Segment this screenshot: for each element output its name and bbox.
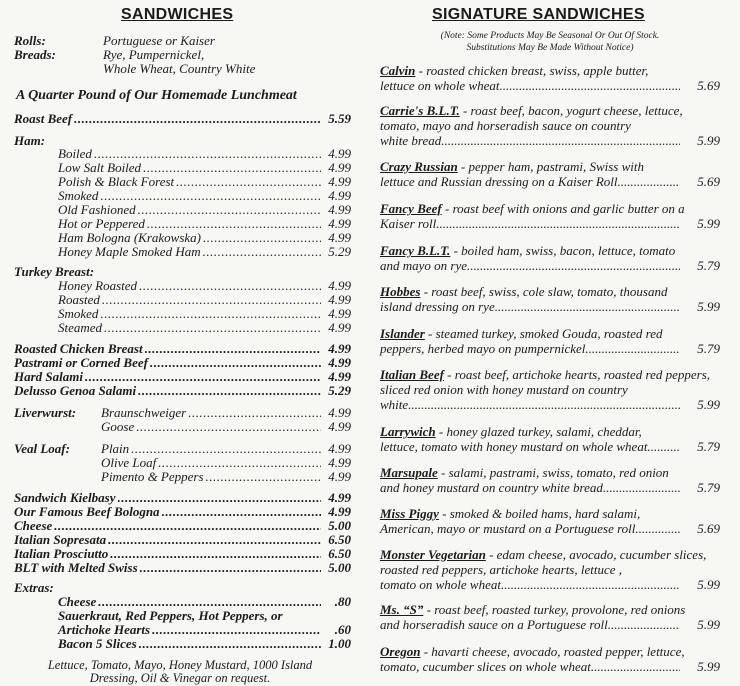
signature-item-crazy-russian: Crazy Russian - pepper ham, pastrami, Swiss with lettuce and Russian dressing on a Kaiser Roll ..... 5.69	[380, 159, 720, 189]
menu-item-turkey: Roasted ..... 4.99	[58, 292, 351, 308]
menu-item-turkey: Smoked ..... 4.99	[58, 306, 351, 322]
menu-item-meat: Roasted Chicken Breast ..... 4.99	[14, 341, 351, 357]
menu-item-liverwurst: Braunschweiger ..... 4.99	[101, 405, 351, 421]
menu-item-ham: Honey Maple Smoked Ham ..... 5.29	[58, 244, 351, 260]
menu-item-ham: Polish & Black Forest ..... 4.99	[58, 174, 351, 190]
signature-item-oregon: Oregon - havarti cheese, avocado, roasted pepper, lettuce, tomato, cucumber slices on whole wheat ..... 5.99	[380, 644, 720, 674]
menu-item-meat: Pastrami or Corned Beef ..... 4.99	[14, 355, 351, 371]
signature-item-miss-piggy: Miss Piggy - smoked & boiled hams, hard salami, American, mayo or mustard on a Portuguese roll ..... 5.69	[380, 506, 720, 536]
menu-item-other: Italian Prosciutto ..... 6.50	[14, 546, 351, 562]
lunchmeat-subtitle: A Quarter Pound of Our Homemade Lunchmeat	[16, 88, 297, 103]
menu-item-meat: Hard Salami ..... 4.99	[14, 369, 351, 385]
extras-label: Extras:	[14, 580, 54, 595]
extra-sauerkraut-line-1: Sauerkraut, Red Peppers, Hot Peppers, or	[58, 608, 283, 623]
rolls-label: Rolls:	[14, 33, 46, 48]
menu-item-other: Italian Sopresata ..... 6.50	[14, 532, 351, 548]
menu-item-veal: Pimento & Peppers ..... 4.99	[101, 469, 351, 485]
note-line-1: (Note: Some Products May Be Seasonal Or Out Of Stock.	[440, 31, 660, 41]
signature-item-italian-beef: Italian Beef - roast beef, artichoke hearts, roasted red peppers, sliced red onion with honey mustard on country white ..... 5.99	[380, 367, 720, 412]
menu-item-ham: Smoked ..... 4.99	[58, 188, 351, 204]
menu-item-turkey: Steamed ..... 4.99	[58, 320, 351, 336]
menu-item-other: Sandwich Kielbasy ..... 4.99	[14, 490, 351, 506]
menu-item-other: Cheese ..... 5.00	[14, 518, 351, 534]
signature-item-carries-blt: Carrie's B.L.T. - roast beef, bacon, yogurt cheese, lettuce, tomato, mayo and horseradish sauce on country white bread ..... 5.99	[380, 103, 720, 148]
signature-item-calvin: Calvin - roasted chicken breast, swiss, apple butter, lettuce on whole wheat ..... 5.69	[380, 63, 720, 93]
menu-item-turkey: Honey Roasted ..... 4.99	[58, 278, 351, 294]
signature-item-islander: Islander - steamed turkey, smoked Gouda, roasted red peppers, herbed mayo on pumpernickel ..... 5.79	[380, 326, 720, 356]
menu-item-meat: Delusso Genoa Salami ..... 5.29	[14, 383, 351, 399]
menu-item-roast-beef: Roast Beef ..... 5.59	[14, 111, 351, 127]
extra-bacon: Bacon 5 Slices ..... 1.00	[58, 636, 351, 652]
breads-value-2: Whole Wheat, Country White	[103, 61, 256, 76]
sandwiches-title: SANDWICHES	[121, 6, 234, 23]
note-line-2: Substitutions May Be Made Without Notice)	[466, 43, 634, 53]
liverwurst-label: Liverwurst:	[14, 405, 77, 420]
breads-value-1: Rye, Pumpernickel,	[103, 47, 205, 62]
menu-item-ham: Ham Bologna (Krakowska) ..... 4.99	[58, 230, 351, 246]
menu-item-ham: Boiled ..... 4.99	[58, 146, 351, 162]
menu-item-veal: Olive Loaf ..... 4.99	[101, 455, 351, 471]
footer-line-2: Dressing, Oil & Vinegar on request.	[89, 671, 271, 685]
turkey-label: Turkey Breast:	[14, 264, 95, 279]
signature-item-larrywich: Larrywich - honey glazed turkey, salami, cheddar, lettuce, tomato with honey mustard on whole wheat. ..... 5.79	[380, 424, 720, 454]
menu-item-ham: Hot or Peppered ..... 4.99	[58, 216, 351, 232]
signature-item-ms-s: Ms. “S” - roast beef, roasted turkey, provolone, red onions and horseradish sauce on a Portuguese roll ..... 5.99	[380, 602, 720, 632]
signature-item-fancy-beef: Fancy Beef - roast beef with onions and garlic butter on a Kaiser roll ..... 5.99	[380, 201, 720, 231]
veal-loaf-label: Veal Loaf:	[14, 441, 70, 456]
menu-item-liverwurst: Goose ..... 4.99	[101, 419, 351, 435]
footer-line-1: Lettuce, Tomato, Mayo, Honey Mustard, 1000 Island	[47, 658, 313, 672]
menu-item-ham: Old Fashioned ..... 4.99	[58, 202, 351, 218]
extra-sauerkraut: Artichoke Hearts ..... .60	[58, 622, 351, 638]
signature-item-fancy-blt: Fancy B.L.T. - boiled ham, swiss, bacon, lettuce, tomato and mayo on rye ..... 5.79	[380, 243, 720, 273]
menu-item-other: BLT with Melted Swiss ..... 5.00	[14, 560, 351, 576]
menu-item-other: Our Famous Beef Bologna ..... 4.99	[14, 504, 351, 520]
signature-item-marsupale: Marsupale - salami, pastrami, swiss, tomato, red onion and honey mustard on country white bread ..... 5.79	[380, 465, 720, 495]
extra-cheese: Cheese ..... .80	[58, 594, 351, 610]
breads-label: Breads:	[14, 47, 56, 62]
signature-sandwiches-title: SIGNATURE SANDWICHES	[432, 6, 645, 23]
ham-label: Ham:	[14, 133, 46, 148]
menu-item-veal: Plain ..... 4.99	[101, 441, 351, 457]
signature-item-monster-vegetarian: Monster Vegetarian - edam cheese, avocado, cucumber slices, roasted red peppers, artichoke hearts, lettuce , tomato on whole wheat ..... 5.99	[380, 547, 720, 592]
signature-item-hobbes: Hobbes - roast beef, swiss, cole slaw, tomato, thousand island dressing on rye ..... 5.99	[380, 284, 720, 314]
menu-item-ham: Low Salt Boiled ..... 4.99	[58, 160, 351, 176]
rolls-value: Portuguese or Kaiser	[103, 33, 215, 48]
